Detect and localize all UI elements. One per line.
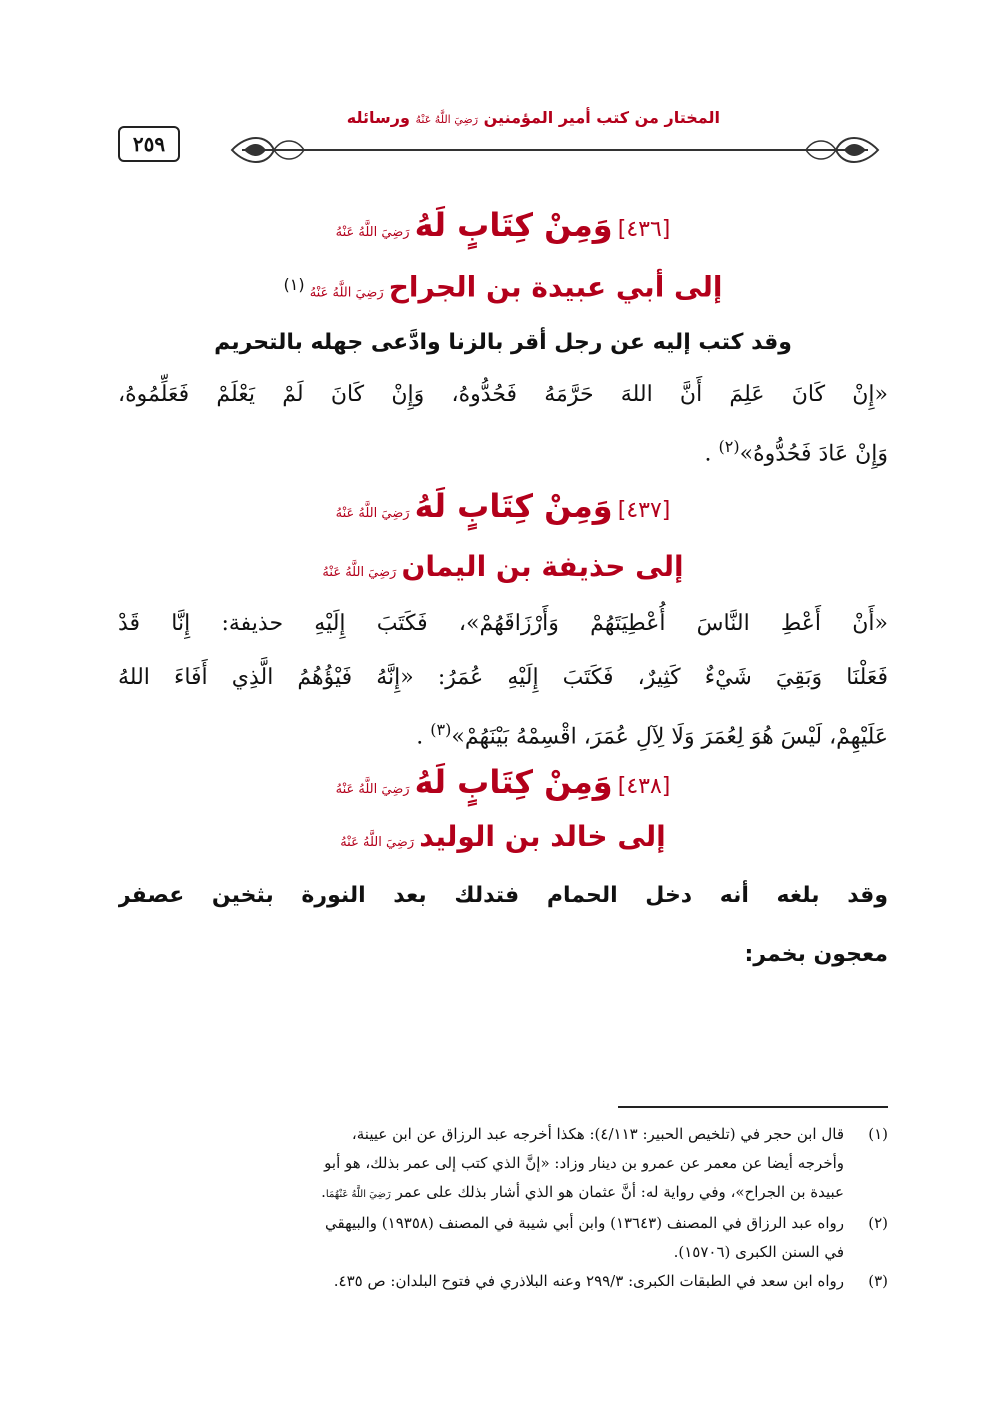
main-content [118, 196, 888, 984]
footnote-honorific: رَضِيَ اللَّهُ عَنْهُمَا [325, 1189, 391, 1200]
letter-text-line [118, 596, 888, 652]
section-heading [118, 474, 888, 538]
section-intro [118, 866, 888, 926]
page-header [118, 108, 888, 164]
letter-text: «إِنْ كَانَ عَلِمَ أَنَّ اللهَ حَرَّمَهُ فَحُدُّوهُ، وَإِنْ كَانَ لَمْ يَعْلَمْ فَعَلِّمُوهُ، [118, 382, 888, 407]
footnote [118, 1267, 888, 1296]
intro-text: وقد بلغه أنه دخل الحمام فتدلك بعد النورة بثخين عصفر [118, 883, 888, 908]
footnote-marker: (١) [283, 275, 305, 294]
footnotes [118, 1120, 888, 1296]
footnote [118, 1120, 888, 1209]
section-honorific: رَضِيَ اللَّهُ عَنْهُ [335, 782, 410, 797]
section-heading [118, 756, 888, 808]
section-recipient [118, 808, 888, 866]
letter-text: عَلَيْهِمْ، لَيْسَ هُوَ لِعُمَرَ وَلَا لِآلِ عُمَرَ، اقْسِمْهُ بَيْنَهُمْ» [451, 724, 888, 750]
section-title: وَمِنْ كِتَابٍ لَهُ [414, 763, 613, 801]
letter-text-line [118, 704, 888, 756]
section-number: [٤٣٦] [617, 217, 671, 242]
section-recipient [118, 538, 888, 596]
section-intro: وقد كتب إليه عن رجل أقر بالزنا وادَّعى جهله بالتحريم [214, 330, 792, 355]
section-honorific: رَضِيَ اللَّهُ عَنْهُ [335, 506, 410, 521]
letter-text-line [118, 370, 888, 420]
sentence-end: . [704, 441, 712, 467]
running-title-suffix: ورسائله [346, 108, 410, 127]
section-recipient [118, 254, 888, 316]
section-honorific: رَضِيَ اللَّهُ عَنْهُ [335, 225, 410, 240]
header-ornament [222, 128, 888, 164]
footnote-line: وأخرجه أيضا عن معمر عن عمرو بن دينار وزاد: «إنَّ الذي كتب إلى عمر بذلك، هو أبو [324, 1154, 844, 1172]
footnote-line: رواه ابن سعد في الطبقات الكبرى: ٢٩٩/٣ وعنه البلاذري في فتوح البلدان: ص ٤٣٥. [333, 1272, 844, 1290]
footnote-number: (١) [868, 1125, 888, 1143]
footnote-text: عبيدة بن الجراح»، وفي رواية له: أنَّ عثمان هو الذي أشار بذلك على عمر [395, 1183, 844, 1201]
footnote-line: قال ابن حجر في (تلخيص الحبير: ٤/١١٣): هكذا أخرجه عبد الرزاق عن ابن عيينة، [351, 1125, 844, 1143]
recipient-honorific: رَضِيَ اللَّهُ عَنْهُ [340, 835, 415, 850]
footnote-marker: (٣) [430, 720, 452, 739]
footnote-marker: (٢) [718, 437, 740, 456]
section-intro [118, 926, 888, 984]
section-title: وَمِنْ كِتَابٍ لَهُ [414, 206, 613, 244]
footnote-body [118, 1209, 844, 1267]
footnote-number: (٣) [868, 1272, 888, 1290]
section-number: [٤٣٨] [617, 774, 671, 799]
footnote-line: في السنن الكبرى (١٥٧٠٦). [673, 1243, 844, 1261]
recipient-name: إلى أبي عبيدة بن الجراح [388, 270, 723, 304]
footnote-number: (٢) [868, 1214, 888, 1232]
letter-text-line [118, 652, 888, 704]
page-number: ٢٥٩ [118, 126, 180, 162]
letter-text: فَعَلْنَا وَبَقِيَ شَيْءٌ كَثِيرٌ، فَكَتَبَ إِلَيْهِ عُمَرُ: «إِنَّهُ فَيْؤُهُمُ الَّذِي أَفَاءَ اللهُ [118, 665, 888, 690]
footnote-body [118, 1267, 844, 1296]
recipient-name: إلى خالد بن الوليد [419, 820, 666, 853]
sentence-end: . [416, 724, 424, 750]
intro-text: معجون بخمر: [744, 942, 888, 967]
letter-text: «أَنْ أَعْطِ النَّاسَ أُعْطِيَتَهُمْ وَأَرْزَاقَهُمْ»، فَكَتَبَ إِلَيْهِ حذيفة: إِنَّا قَدْ [118, 611, 888, 636]
running-title-text: المختار من كتب أمير المؤمنين [483, 108, 720, 127]
footnote-body [118, 1120, 844, 1209]
footnote-divider [618, 1106, 888, 1108]
running-title [347, 108, 720, 127]
footnote-line [118, 1178, 844, 1209]
section-title: وَمِنْ كِتَابٍ لَهُ [414, 487, 613, 525]
letter-text: وَإِنْ عَادَ فَحُدُّوهُ» [739, 441, 888, 467]
letter-text-line [118, 420, 888, 474]
recipient-honorific: رَضِيَ اللَّهُ عَنْهُ [309, 285, 384, 301]
recipient-honorific: رَضِيَ اللَّهُ عَنْهُ [322, 565, 397, 580]
footnote-line: رواه عبد الرزاق في المصنف (١٣٦٤٣) وابن أبي شيبة في المصنف (١٩٣٥٨) والبيهقي [325, 1214, 844, 1232]
running-title-honorific: رَضِيَ اللَّهُ عَنْهُ [415, 113, 479, 126]
sentence-end: . [321, 1183, 326, 1201]
recipient-name: إلى حذيفة بن اليمان [401, 550, 684, 583]
section-number: [٤٣٧] [617, 498, 671, 523]
section-heading [118, 196, 888, 254]
footnote [118, 1209, 888, 1267]
